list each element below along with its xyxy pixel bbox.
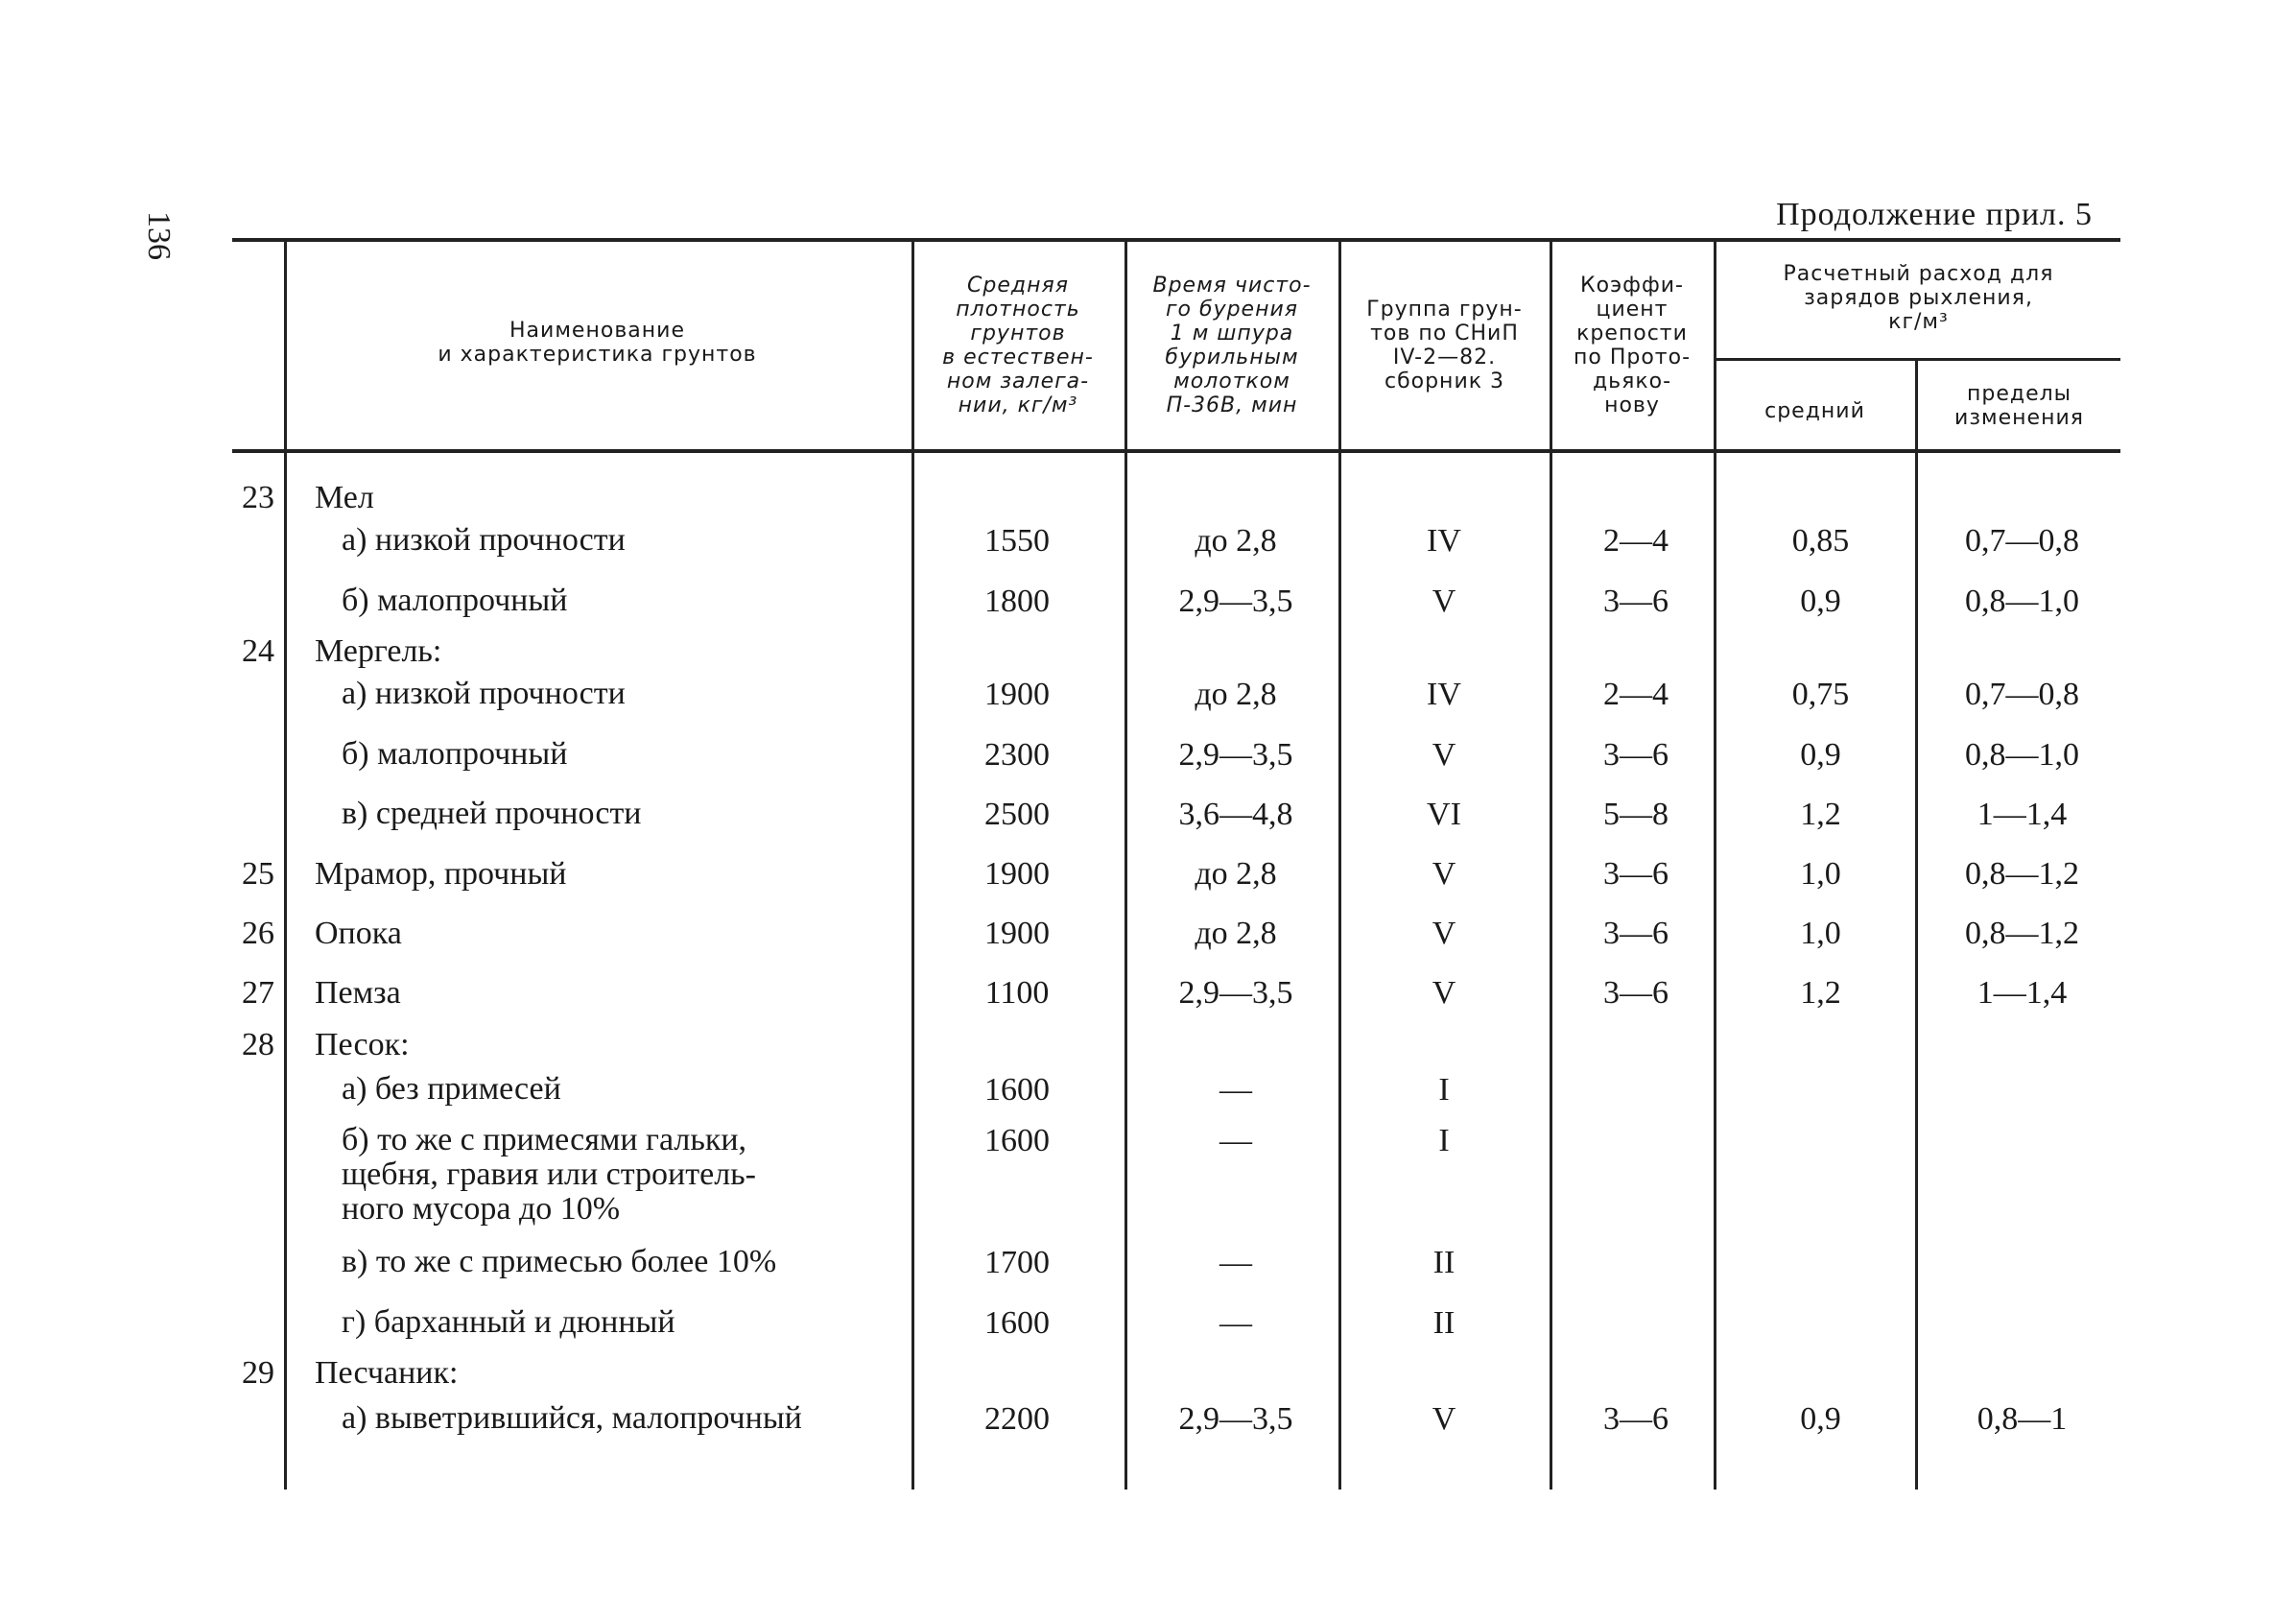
cell-group: V — [1432, 584, 1456, 619]
cell-density: 1900 — [984, 856, 1050, 892]
header-drill-time: Время чисто- го бурения 1 м шпура бурильным молотком П-36В, мин — [1152, 274, 1312, 417]
cell-group: IV — [1427, 677, 1461, 712]
cell-sub: б) малопрочный — [342, 736, 568, 772]
cell-time: до 2,8 — [1195, 856, 1277, 892]
cell-sub: а) низкой прочности — [342, 522, 626, 558]
cell-name: Пемза — [315, 975, 401, 1011]
cell-group: I — [1438, 1072, 1450, 1108]
header-density: Средняя плотность грунтов в естествен- ном залега- нии, кг/м³ — [942, 274, 1094, 417]
top-rule — [232, 238, 2120, 242]
cell-avg: 0,75 — [1791, 677, 1850, 712]
cell-coef: 3—6 — [1603, 856, 1669, 892]
cell-time: 3,6—4,8 — [1178, 797, 1293, 832]
cell-group: V — [1432, 1401, 1456, 1437]
cell-limits: 0,8—1,2 — [1965, 856, 2079, 892]
header-consumption: Расчетный расход для зарядов рыхления, кг/м³ — [1783, 262, 2054, 334]
cell-time: до 2,8 — [1195, 677, 1277, 712]
cell-name: Мел — [315, 480, 374, 515]
column-divider — [284, 242, 287, 1490]
page-number: 136 — [141, 211, 177, 260]
cell-time: 2,9—3,5 — [1178, 1401, 1293, 1437]
header-name: Наименование и характеристика грунтов — [438, 319, 757, 367]
cell-density: 1600 — [984, 1305, 1050, 1341]
cell-avg: 0,9 — [1800, 737, 1841, 773]
cell-coef: 5—8 — [1603, 797, 1669, 832]
cell-name: Мергель: — [315, 633, 442, 669]
cell-limits: 0,7—0,8 — [1965, 523, 2079, 559]
cell-time: до 2,8 — [1195, 523, 1277, 559]
cell-num: 24 — [242, 633, 274, 669]
cell-avg: 1,0 — [1800, 856, 1841, 892]
cell-num: 29 — [242, 1355, 274, 1391]
cell-coef: 3—6 — [1603, 916, 1669, 951]
cell-sub: в) то же с примесью более 10% — [342, 1244, 777, 1279]
cell-time: — — [1219, 1245, 1252, 1280]
cell-limits: 0,8—1,2 — [1965, 916, 2079, 951]
table-caption: Продолжение прил. 5 — [1776, 197, 2093, 232]
cell-sub: г) барханный и дюнный — [342, 1304, 675, 1340]
cell-density: 1700 — [984, 1245, 1050, 1280]
cell-group: V — [1432, 856, 1456, 892]
cell-sub: б) малопрочный — [342, 583, 568, 618]
cell-num: 28 — [242, 1027, 274, 1062]
header-limits: пределы изменения — [1954, 382, 2084, 430]
cell-num: 27 — [242, 975, 274, 1011]
cell-coef: 2—4 — [1603, 523, 1669, 559]
cell-group: II — [1432, 1245, 1456, 1280]
column-divider — [1124, 242, 1127, 1490]
cell-time: — — [1219, 1305, 1252, 1341]
cell-name: Опока — [315, 916, 402, 951]
cell-density: 1600 — [984, 1123, 1050, 1158]
cell-coef: 2—4 — [1603, 677, 1669, 712]
cell-sub: а) без примесей — [342, 1071, 561, 1107]
cell-num: 25 — [242, 856, 274, 892]
cell-num: 26 — [242, 916, 274, 951]
cell-density: 1800 — [984, 584, 1050, 619]
cell-density: 2200 — [984, 1401, 1050, 1437]
cell-limits: 0,8—1,0 — [1965, 737, 2079, 773]
cell-coef: 3—6 — [1603, 1401, 1669, 1437]
cell-limits: 0,8—1,0 — [1965, 584, 2079, 619]
cell-limits: 1—1,4 — [1976, 975, 2068, 1011]
cell-density: 1900 — [984, 677, 1050, 712]
header-coef: Коэффи- циент крепости по Прото- дьяко- нову — [1573, 274, 1692, 417]
cell-sub: б) то же с примесями гальки, щебня, гравия или строитель- ного мусора до 10% — [342, 1122, 756, 1227]
cell-density: 2300 — [984, 737, 1050, 773]
cell-num: 23 — [242, 480, 274, 515]
cell-avg: 1,2 — [1800, 975, 1841, 1011]
cell-sub: а) выветрившийся, малопрочный — [342, 1400, 802, 1436]
header-bottom-rule — [232, 449, 2120, 453]
cell-time: — — [1219, 1072, 1252, 1108]
cell-group: IV — [1427, 523, 1461, 559]
cell-coef: 3—6 — [1603, 584, 1669, 619]
cell-density: 1900 — [984, 916, 1050, 951]
header-group: Группа грун- тов по СНиП IV-2—82. сборник 3 — [1366, 298, 1523, 393]
cell-avg: 1,0 — [1800, 916, 1841, 951]
cell-density: 1100 — [984, 975, 1050, 1011]
cell-group: V — [1432, 916, 1456, 951]
cell-group: V — [1432, 975, 1456, 1011]
cell-group: VI — [1427, 797, 1461, 832]
cell-name: Мрамор, прочный — [315, 856, 567, 892]
column-divider — [1550, 242, 1552, 1490]
cell-name: Песок: — [315, 1027, 410, 1062]
cell-time: — — [1219, 1123, 1252, 1158]
cell-time: до 2,8 — [1195, 916, 1277, 951]
cell-time: 2,9—3,5 — [1178, 584, 1293, 619]
consumption-subheader-rule — [1716, 358, 2120, 361]
cell-sub: а) низкой прочности — [342, 676, 626, 711]
cell-coef: 3—6 — [1603, 737, 1669, 773]
cell-limits: 1—1,4 — [1976, 797, 2068, 832]
cell-name: Песчаник: — [315, 1355, 459, 1391]
cell-avg: 0,9 — [1800, 1401, 1841, 1437]
cell-group: I — [1438, 1123, 1450, 1158]
cell-group: V — [1432, 737, 1456, 773]
cell-density: 1600 — [984, 1072, 1050, 1108]
cell-avg: 1,2 — [1800, 797, 1841, 832]
cell-limits: 0,8—1 — [1976, 1401, 2068, 1437]
cell-density: 1550 — [984, 523, 1050, 559]
cell-time: 2,9—3,5 — [1178, 737, 1293, 773]
cell-avg: 0,85 — [1791, 523, 1850, 559]
cell-time: 2,9—3,5 — [1178, 975, 1293, 1011]
cell-limits: 0,7—0,8 — [1965, 677, 2079, 712]
header-avg: средний — [1764, 399, 1865, 423]
cell-avg: 0,9 — [1800, 584, 1841, 619]
cell-coef: 3—6 — [1603, 975, 1669, 1011]
column-divider — [911, 242, 914, 1490]
cell-density: 2500 — [984, 797, 1050, 832]
cell-sub: в) средней прочности — [342, 796, 642, 831]
cell-group: II — [1432, 1305, 1456, 1341]
